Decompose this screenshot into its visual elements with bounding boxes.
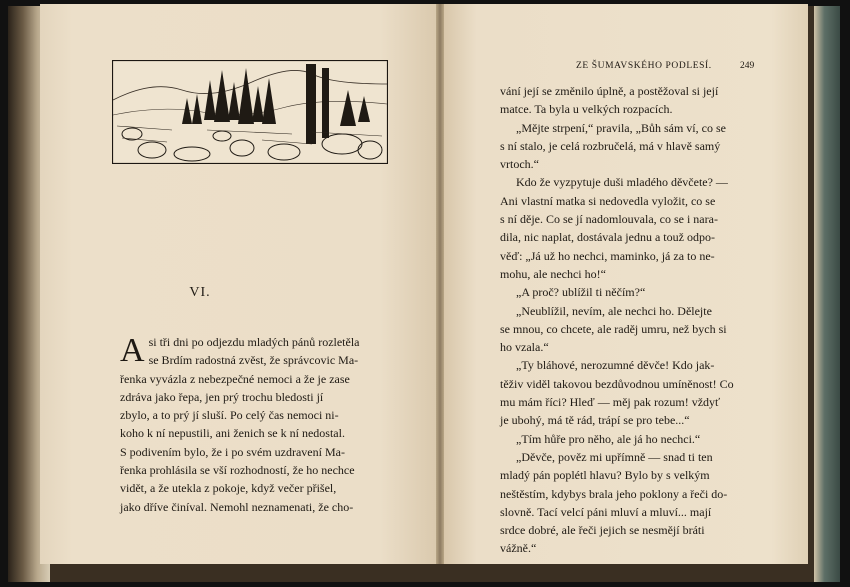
right-line: se mnou, co chcete, ale raděj umru, než bych si bbox=[500, 321, 727, 336]
right-line: „Neublížil, nevím, ale nechci ho. Dělejte bbox=[516, 303, 712, 318]
left-body-text bbox=[120, 333, 372, 516]
right-line: „Ty bláhové, nerozumné děvče! Kdo jak- bbox=[516, 358, 715, 373]
right-line: je ubohý, má tě rád, trápí se pro tebe...“ bbox=[500, 413, 690, 428]
left-line: řenka prohlásila se vší rozhodností, že ho nechce bbox=[120, 463, 355, 478]
right-line: ho vzala.“ bbox=[500, 340, 549, 355]
chapter-heading: VI. bbox=[189, 285, 211, 300]
left-line: vidět, a že utekla z pokoje, když večer přišel, bbox=[120, 481, 337, 496]
right-body-text bbox=[500, 82, 752, 558]
right-line: srdce dobré, ale řeči jejich se nesmějí bráti bbox=[500, 523, 705, 538]
right-line: matce. Ta byla u velkých rozpacích. bbox=[500, 102, 673, 117]
left-line: jako dříve činíval. Nemohl neznamenati, že cho- bbox=[120, 499, 354, 514]
left-line: zbylo, a to prý jí sluší. Po celý čas nemoci ni- bbox=[120, 408, 339, 423]
right-line: neštěstím, kdybys brala jeho poklony a řeči do- bbox=[500, 486, 728, 501]
book-edge-right bbox=[814, 6, 840, 582]
right-line: mu mám říci? Hleď — měj pak rozum! vždyť bbox=[500, 395, 721, 410]
right-line: „Děvče, pověz mi upřímně — snad ti ten bbox=[516, 449, 713, 464]
page-number: 249 bbox=[740, 61, 755, 71]
left-line: zdráva jako řepa, jen prý trochu bledosti jí bbox=[120, 389, 324, 404]
landscape-illustration bbox=[112, 60, 388, 164]
right-line: slovně. Tací velcí páni mluví a mluví... mají bbox=[500, 504, 712, 519]
right-line: „Tím hůře pro něho, ale já ho nechci.“ bbox=[516, 431, 701, 446]
right-line: mladý pán poplétl hlavu? Bylo by s velkým bbox=[500, 468, 710, 483]
right-line: s ní děje. Co se jí nadomlouvala, co se i nara- bbox=[500, 212, 718, 227]
right-line: „Mějte strpení,“ pravila, „Bůh sám ví, co se bbox=[516, 120, 726, 135]
right-line: Kdo že vyzpytuje duši mladého děvčete? — bbox=[516, 175, 728, 190]
drop-cap: A bbox=[120, 332, 145, 369]
left-line: kohо k ní nepustili, ani ženich se k ní nedostal. bbox=[120, 426, 345, 441]
running-head: ZE ŠUMAVSKÉHO PODLESÍ. bbox=[576, 61, 712, 71]
book-gutter bbox=[436, 4, 444, 564]
right-line: mohu, ale nechci ho!“ bbox=[500, 266, 606, 281]
left-line: řenka vyvázla z nebezpečné nemoci a že je zase bbox=[120, 371, 350, 386]
right-line: vání její se změnilo úplně, a postěžoval si její bbox=[500, 84, 719, 98]
right-line: vrtoch.“ bbox=[500, 157, 539, 172]
right-line: s ní stalo, je celá rozbručelá, má v hlavě samý bbox=[500, 138, 721, 153]
right-line: těživ viděl takovou bezdůvodnou umíněnost! Co bbox=[500, 376, 734, 391]
right-line: „A proč? ublížil ti něčím?“ bbox=[516, 285, 646, 300]
left-line: si tři dni po odjezdu mladých pánů rozletěla bbox=[148, 335, 360, 349]
right-line: dila, nic naplat, dostávala jednu a touž odpo- bbox=[500, 230, 715, 245]
right-line: vážně.“ bbox=[500, 541, 537, 556]
right-line: Ani vlastní matka si nedovedla vyložit, co se bbox=[500, 193, 716, 208]
left-line: S podivením bylo, že i po svém uzdravení Ma- bbox=[120, 444, 345, 459]
left-line: se Brdím radostná zvěst, že správcovic Ma- bbox=[148, 353, 359, 368]
right-line: věď: „Já už ho nechci, maminko, já za to ne- bbox=[500, 248, 715, 263]
